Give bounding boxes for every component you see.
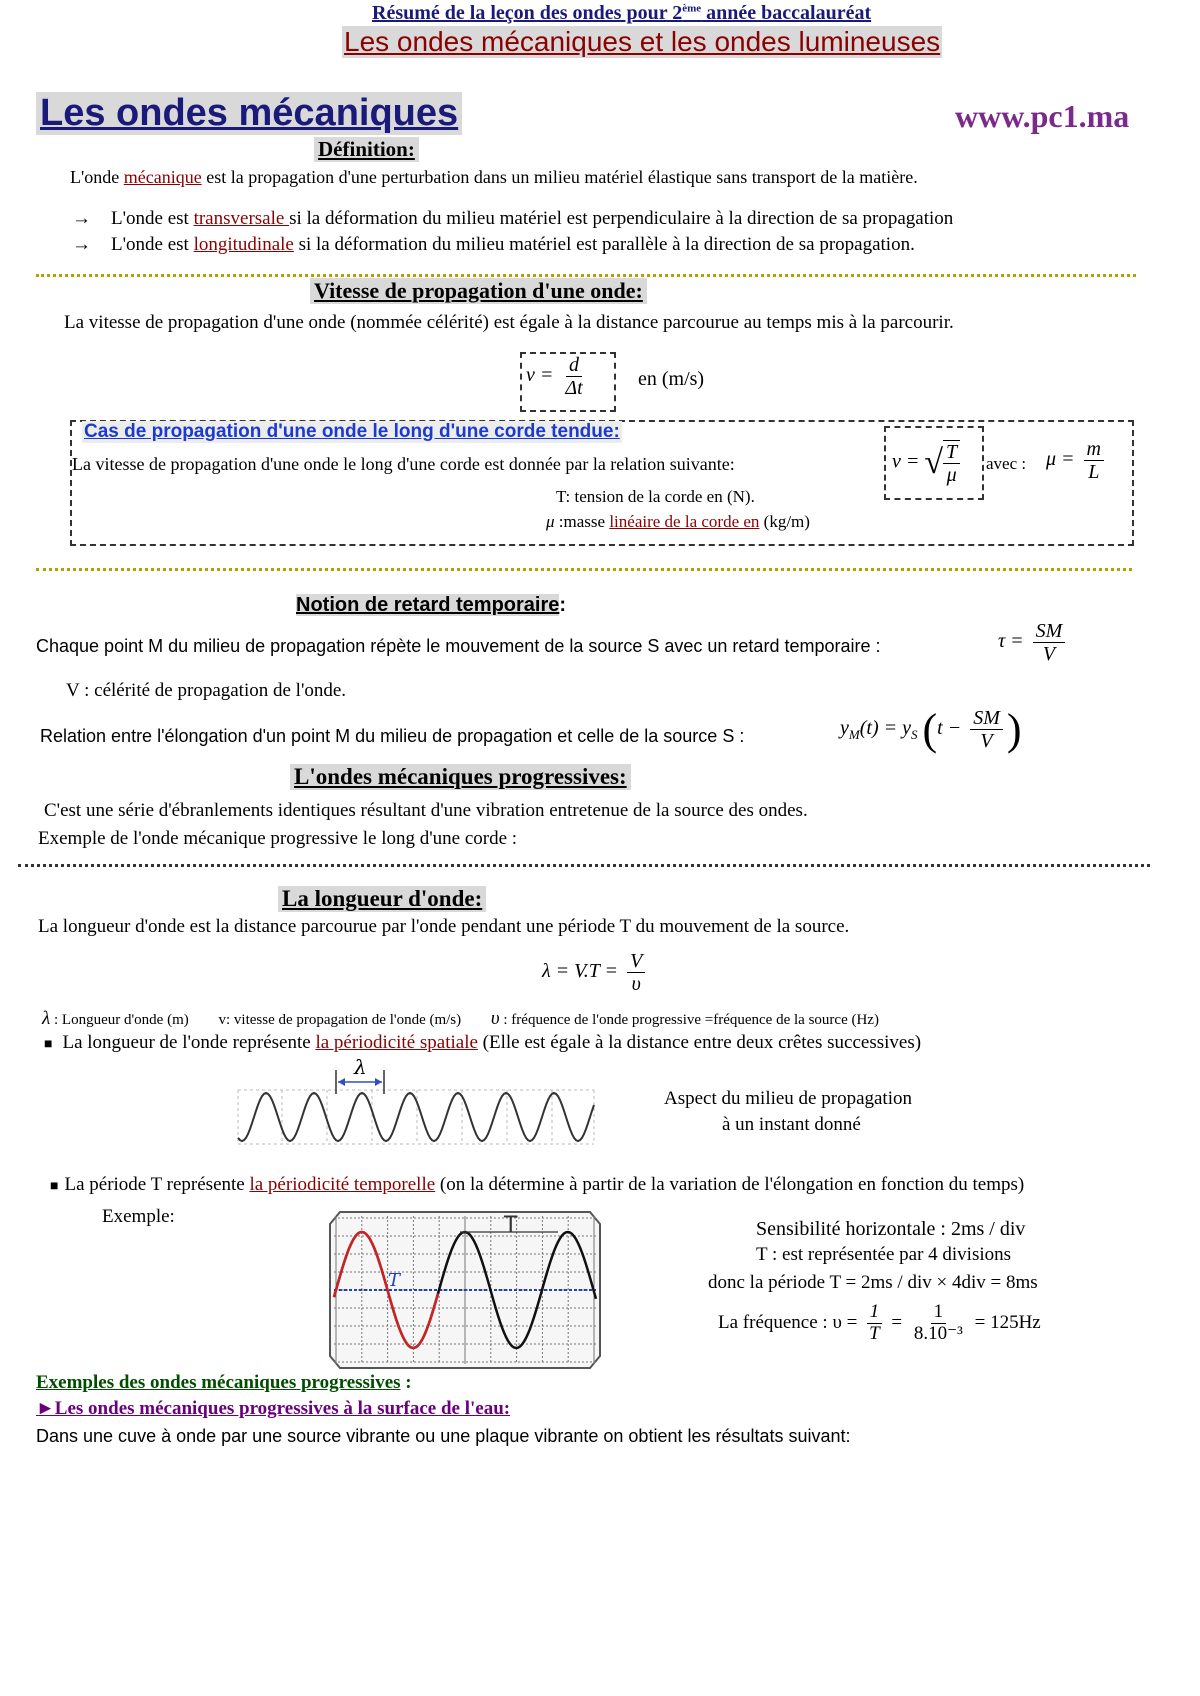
bullet-icon: ■ xyxy=(50,1179,59,1194)
wavelength-text: La longueur d'onde est la distance parcourue par l'onde pendant une période T du mouvement de la source. xyxy=(38,916,850,937)
speed-title: Vitesse de propagation d'une onde: xyxy=(310,278,647,304)
summary-heading: Résumé de la leçon des ondes pour 2ème année baccalauréat xyxy=(372,2,872,24)
longitudinal-line: → L'onde est longitudinale si la déformation du milieu matériel est parallèle à la direction de sa propagation. xyxy=(72,234,915,255)
aspect-caption-1: Aspect du milieu de propagation xyxy=(664,1088,912,1109)
elongation-formula: $y_M(t) = y_S$ (t − $\frac{SM}{V}$ ) xyxy=(840,705,1022,754)
temporal-line: ■ La période T représente la périodicité temporelle (on la détermine à partir de la variation de l'élongation en fonction du temps) xyxy=(50,1174,1025,1195)
v-definition: V : célérité de propagation de l'onde. xyxy=(66,680,347,701)
string-case-text: La vitesse de propagation d'une onde le long d'une corde est donnée par la relation suivante: xyxy=(72,454,735,474)
mu-formula: μ = $\frac{m}{L}$ xyxy=(1046,438,1108,483)
t-divisions-text: T : est représentée par 4 divisions xyxy=(756,1244,1012,1265)
string-wave xyxy=(238,1093,594,1141)
progressive-title: L'ondes mécaniques progressives: xyxy=(290,764,631,790)
tension-def: T: tension de la corde en (N). xyxy=(556,487,755,506)
scope-t-top: T xyxy=(504,1213,518,1238)
speed-unit: en (m/s) xyxy=(638,368,705,390)
progressive-text-1: C'est une série d'ébranlements identiques résultant d'une vibration entretenue de la source des ondes. xyxy=(44,800,808,821)
delay-title: Notion de retard temporaire: xyxy=(296,594,567,616)
aspect-caption-2: à un instant donné xyxy=(722,1114,861,1135)
tau-formula: τ = $\frac{SM}{V}$ xyxy=(998,620,1069,665)
frequency-formula: La fréquence : υ = $\frac{1}{T}$ = $\frac{1}{\text{8.10⁻³}}$ = 125Hz xyxy=(718,1301,1041,1344)
oscilloscope-figure xyxy=(328,1210,602,1370)
speed-formula: v = $\frac{d}{\Delta t}$ xyxy=(526,354,583,399)
string-formula: v = √ $\frac{T}{\mu}$ xyxy=(892,440,964,486)
bullet-icon: ■ xyxy=(44,1037,53,1052)
transverse-line: → L'onde est transversale si la déformation du milieu matériel est perpendiculaire à la direction de sa propagation xyxy=(72,208,954,229)
scope-t-mid: T xyxy=(388,1270,401,1291)
avec-label: avec : xyxy=(986,454,1027,473)
wavelength-title: La longueur d'onde: xyxy=(278,886,486,912)
examples-title: Exemples des ondes mécaniques progressives : xyxy=(36,1372,412,1393)
divider xyxy=(36,568,1132,571)
period-text: donc la période T = 2ms / div × 4div = 8ms xyxy=(708,1272,1038,1293)
arrow-icon: → xyxy=(72,208,91,229)
wavelength-formula: λ = V.T = $\frac{V}{\upsilon}$ xyxy=(542,950,649,995)
divider xyxy=(18,864,1150,867)
definition-text: L'onde mécanique est la propagation d'une perturbation dans un milieu matériel élastique sans transport de la matière. xyxy=(70,167,918,187)
relation-text: Relation entre l'élongation d'un point M du milieu de propagation et celle de la source S : xyxy=(40,726,745,746)
spatial-wave-figure xyxy=(232,1054,602,1146)
speed-text: La vitesse de propagation d'une onde (nommée célérité) est égale à la distance parcourue au temps mis à la parcourir. xyxy=(64,312,954,333)
website-link[interactable]: www.pc1.ma xyxy=(955,98,1130,134)
cuve-text: Dans une cuve à onde par une source vibrante ou une plaque vibrante on obtient les résultats suivant: xyxy=(36,1426,851,1446)
wavelength-legend: λ : Longueur d'onde (m) v: vitesse de propagation de l'onde (m/s) υ : fréquence de l'onde progressive =fréquence de la source (Hz) xyxy=(42,1008,879,1029)
spatial-line: ■ La longueur de l'onde représente la périodicité spatiale (Elle est égale à la distance entre deux crêtes successives) xyxy=(44,1032,922,1053)
progressive-text-2: Exemple de l'onde mécanique progressive le long d'une corde : xyxy=(38,828,518,849)
lambda-label: λ xyxy=(354,1055,367,1079)
divider xyxy=(36,274,1136,277)
string-case-title: Cas de propagation d'une onde le long d'une corde tendue: xyxy=(84,421,620,442)
water-waves-heading: ►Les ondes mécaniques progressives à la surface de l'eau: xyxy=(36,1398,511,1419)
main-title: Les ondes mécaniques xyxy=(36,92,462,135)
sensitivity-text: Sensibilité horizontale : 2ms / div xyxy=(756,1218,1026,1240)
arrow-icon: → xyxy=(72,234,91,255)
definition-title: Définition: xyxy=(314,137,419,162)
delay-text: Chaque point M du milieu de propagation répète le mouvement de la source S avec un retard temporaire : xyxy=(36,636,881,656)
example-label: Exemple: xyxy=(102,1206,175,1227)
page-subtitle: Les ondes mécaniques et les ondes lumineuses xyxy=(344,26,941,57)
mass-def: μ :masse linéaire de la corde en (kg/m) xyxy=(546,512,810,531)
